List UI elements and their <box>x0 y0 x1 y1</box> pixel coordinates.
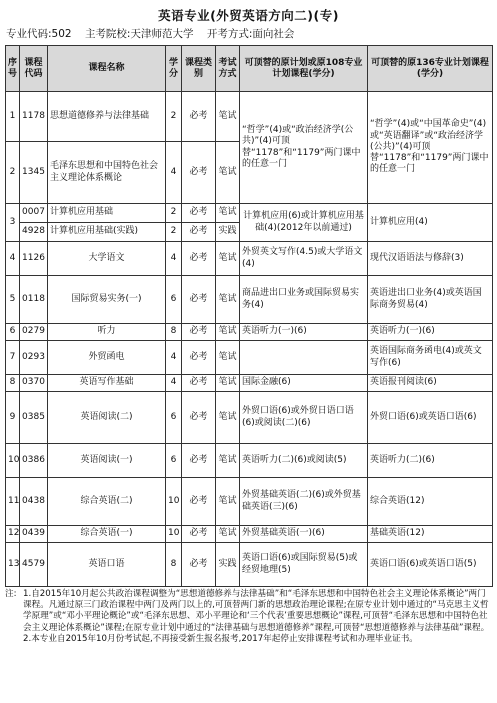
credit-cell: 10 <box>166 478 182 526</box>
table-header-row <box>6 46 493 92</box>
code-cell: 4579 <box>20 543 48 587</box>
exam-school: 主考院校:天津师范大学 <box>84 28 194 40</box>
table-row <box>6 92 493 142</box>
credit-cell: 6 <box>166 444 182 478</box>
replace-108-cell: 英语听力(一)(6) <box>240 324 368 341</box>
code-cell: 0370 <box>20 375 48 392</box>
type-cell: 必考 <box>182 276 216 324</box>
name-cell: 综合英语(一) <box>48 526 166 543</box>
replace-136-cell: 计算机应用(4) <box>368 204 493 242</box>
code-cell: 0279 <box>20 324 48 341</box>
program-code: 专业代码:502 <box>6 28 72 40</box>
name-cell: 计算机应用基础(实践) <box>48 223 166 242</box>
name-cell: 国际贸易实务(一) <box>48 276 166 324</box>
course-table <box>5 45 493 587</box>
name-cell: 计算机应用基础 <box>48 204 166 223</box>
exam-cell: 笔试 <box>216 204 240 223</box>
name-cell: 大学语文 <box>48 242 166 276</box>
name-cell: 毛泽东思想和中国特色社会主义理论体系概论 <box>48 142 166 204</box>
exam-cell: 笔试 <box>216 92 240 142</box>
exam-mode: 开考方式:面向社会 <box>206 28 295 40</box>
table-row <box>6 392 493 444</box>
seq-cell: 3 <box>6 204 20 242</box>
seq-cell: 4 <box>6 242 20 276</box>
name-cell: 综合英语(二) <box>48 478 166 526</box>
footnotes <box>5 589 491 645</box>
table-row <box>6 543 493 587</box>
exam-cell: 笔试 <box>216 478 240 526</box>
credit-cell: 6 <box>166 276 182 324</box>
header-type: 课程类别 <box>182 46 216 92</box>
credit-cell: 2 <box>166 223 182 242</box>
credit-cell: 2 <box>166 92 182 142</box>
seq-cell: 13 <box>6 543 20 587</box>
table-row <box>6 276 493 324</box>
replace-108-cell: 英语听力(二)(6)或阅读(5) <box>240 444 368 478</box>
credit-cell: 8 <box>166 324 182 341</box>
header-name: 课程名称 <box>48 46 166 92</box>
credit-cell: 10 <box>166 526 182 543</box>
code-cell: 0118 <box>20 276 48 324</box>
credit-cell: 4 <box>166 375 182 392</box>
replace-136-cell: 英语进出口业务(4)或英语国际商务贸易(4) <box>368 276 493 324</box>
program-meta <box>6 26 304 41</box>
exam-cell: 实践 <box>216 543 240 587</box>
code-cell: 1178 <box>20 92 48 142</box>
exam-cell: 笔试 <box>216 341 240 375</box>
name-cell: 英语写作基础 <box>48 375 166 392</box>
name-cell: 英语阅读(二) <box>48 392 166 444</box>
replace-136-cell: 外贸口语(6)或英语口语(6) <box>368 392 493 444</box>
credit-cell: 8 <box>166 543 182 587</box>
table-row <box>6 444 493 478</box>
exam-cell: 笔试 <box>216 142 240 204</box>
type-cell: 必考 <box>182 478 216 526</box>
exam-cell: 笔试 <box>216 392 240 444</box>
type-cell: 必考 <box>182 324 216 341</box>
replace-108-cell: “哲学”(4)或“政治经济学(公共)”(4)可顶替“1178”和“1179”两门课中的任意一门 <box>240 92 368 204</box>
credit-cell: 4 <box>166 341 182 375</box>
table-row <box>6 478 493 526</box>
type-cell: 必考 <box>182 223 216 242</box>
replace-108-cell: 英语口语(6)或国际贸易(5)或经贸地理(5) <box>240 543 368 587</box>
table-row <box>6 375 493 392</box>
table-row <box>6 324 493 341</box>
page-title: 英语专业(外贸英语方向二)(专) <box>158 8 339 23</box>
replace-108-cell: 外贸基础英语(一)(6) <box>240 526 368 543</box>
seq-cell: 5 <box>6 276 20 324</box>
seq-cell: 12 <box>6 526 20 543</box>
exam-cell: 笔试 <box>216 276 240 324</box>
replace-108-cell: 外贸口语(6)或外贸日语口语(6)或阅读(二)(6) <box>240 392 368 444</box>
seq-cell: 7 <box>6 341 20 375</box>
replace-136-cell: 英语听力(二)(6) <box>368 444 493 478</box>
exam-cell: 笔试 <box>216 324 240 341</box>
note-2: 2.本专业自2015年10月份考试起,不再接受新生报名报考,2017年起停止安排课程考试和办理毕业证书。 <box>23 633 418 644</box>
exam-cell: 笔试 <box>216 444 240 478</box>
type-cell: 必考 <box>182 543 216 587</box>
code-cell: 4928 <box>20 223 48 242</box>
code-cell: 0439 <box>20 526 48 543</box>
header-replace-108: 可顶替的原计划或原108专业计划课程(学分) <box>240 46 368 92</box>
seq-cell: 10 <box>6 444 20 478</box>
code-cell: 0386 <box>20 444 48 478</box>
notes-label: 注: <box>5 589 17 599</box>
table-row <box>6 526 493 543</box>
name-cell: 英语口语 <box>48 543 166 587</box>
exam-cell: 笔试 <box>216 526 240 543</box>
header-exam: 考试方式 <box>216 46 240 92</box>
replace-108-cell: 计算机应用(6)或计算机应用基础(4)(2012年以前通过) <box>240 204 368 242</box>
header-code: 课程代码 <box>20 46 48 92</box>
credit-cell: 4 <box>166 142 182 204</box>
code-cell: 0293 <box>20 341 48 375</box>
code-cell: 1345 <box>20 142 48 204</box>
type-cell: 必考 <box>182 444 216 478</box>
code-cell: 1126 <box>20 242 48 276</box>
credit-cell: 4 <box>166 242 182 276</box>
name-cell: 英语阅读(一) <box>48 444 166 478</box>
seq-cell: 2 <box>6 142 20 204</box>
seq-cell: 8 <box>6 375 20 392</box>
note-1: 1.自2015年10月起公共政治课程调整为“思想道德修养与法律基础”和“毛泽东思想和中国特色社会主义理论体系概论”两门课程。凡通过原三门政治课程中两门及两门以上的,可顶替两门新的思想政治理论课程;在原专业计划中通过的“马克思主义哲学原理”或“邓小平理论概论”或“毛泽东思想、邓小平理论和‘三个代表’重要思想概论”课程,可顶替“毛泽东思想和中国特色社会主义理论体系概论”课程;在原专业计划中通过的“法律基础与思想道德修养”课程,可顶替“思想道德修养与法律基础”课程。 <box>23 589 490 633</box>
exam-cell: 实践 <box>216 223 240 242</box>
replace-136-cell: 现代汉语语法与修辞(3) <box>368 242 493 276</box>
replace-136-cell: 基础英语(12) <box>368 526 493 543</box>
code-cell: 0385 <box>20 392 48 444</box>
table-row <box>6 204 493 223</box>
credit-cell: 2 <box>166 204 182 223</box>
replace-108-cell: 商品进出口业务或国际贸易实务(4) <box>240 276 368 324</box>
seq-cell: 9 <box>6 392 20 444</box>
type-cell: 必考 <box>182 392 216 444</box>
type-cell: 必考 <box>182 204 216 223</box>
name-cell: 听力 <box>48 324 166 341</box>
type-cell: 必考 <box>182 242 216 276</box>
replace-108-cell: 国际金融(6) <box>240 375 368 392</box>
header-replace-136: 可顶替的原136专业计划课程(学分) <box>368 46 493 92</box>
header-seq: 序号 <box>6 46 20 92</box>
exam-cell: 笔试 <box>216 242 240 276</box>
table-row <box>6 242 493 276</box>
type-cell: 必考 <box>182 341 216 375</box>
seq-cell: 1 <box>6 92 20 142</box>
type-cell: 必考 <box>182 375 216 392</box>
replace-108-cell <box>240 341 368 375</box>
replace-136-cell: 综合英语(12) <box>368 478 493 526</box>
replace-136-cell: 英语听力(一)(6) <box>368 324 493 341</box>
type-cell: 必考 <box>182 142 216 204</box>
type-cell: 必考 <box>182 92 216 142</box>
code-cell: 0438 <box>20 478 48 526</box>
replace-108-cell: 外贸基础英语(二)(6)或外贸基础英语(三)(6) <box>240 478 368 526</box>
seq-cell: 11 <box>6 478 20 526</box>
replace-136-cell: 英语报刊阅读(6) <box>368 375 493 392</box>
name-cell: 思想道德修养与法律基础 <box>48 92 166 142</box>
replace-136-cell: 英语国际商务函电(4)或英文写作(6) <box>368 341 493 375</box>
replace-108-cell: 外贸英文写作(4.5)或大学语文(4) <box>240 242 368 276</box>
credit-cell: 6 <box>166 392 182 444</box>
replace-136-cell: “哲学”(4)或“中国革命史”(4)或“英语翻译”或“政治经济学(公共)”(4)可顶替“1178”和“1179”两门课中的任意一门 <box>368 92 493 204</box>
name-cell: 外贸函电 <box>48 341 166 375</box>
header-credit: 学分 <box>166 46 182 92</box>
replace-136-cell: 英语口语(6)或英语口语(5) <box>368 543 493 587</box>
code-cell: 0007 <box>20 204 48 223</box>
table-row <box>6 341 493 375</box>
type-cell: 必考 <box>182 526 216 543</box>
exam-cell: 笔试 <box>216 375 240 392</box>
seq-cell: 6 <box>6 324 20 341</box>
